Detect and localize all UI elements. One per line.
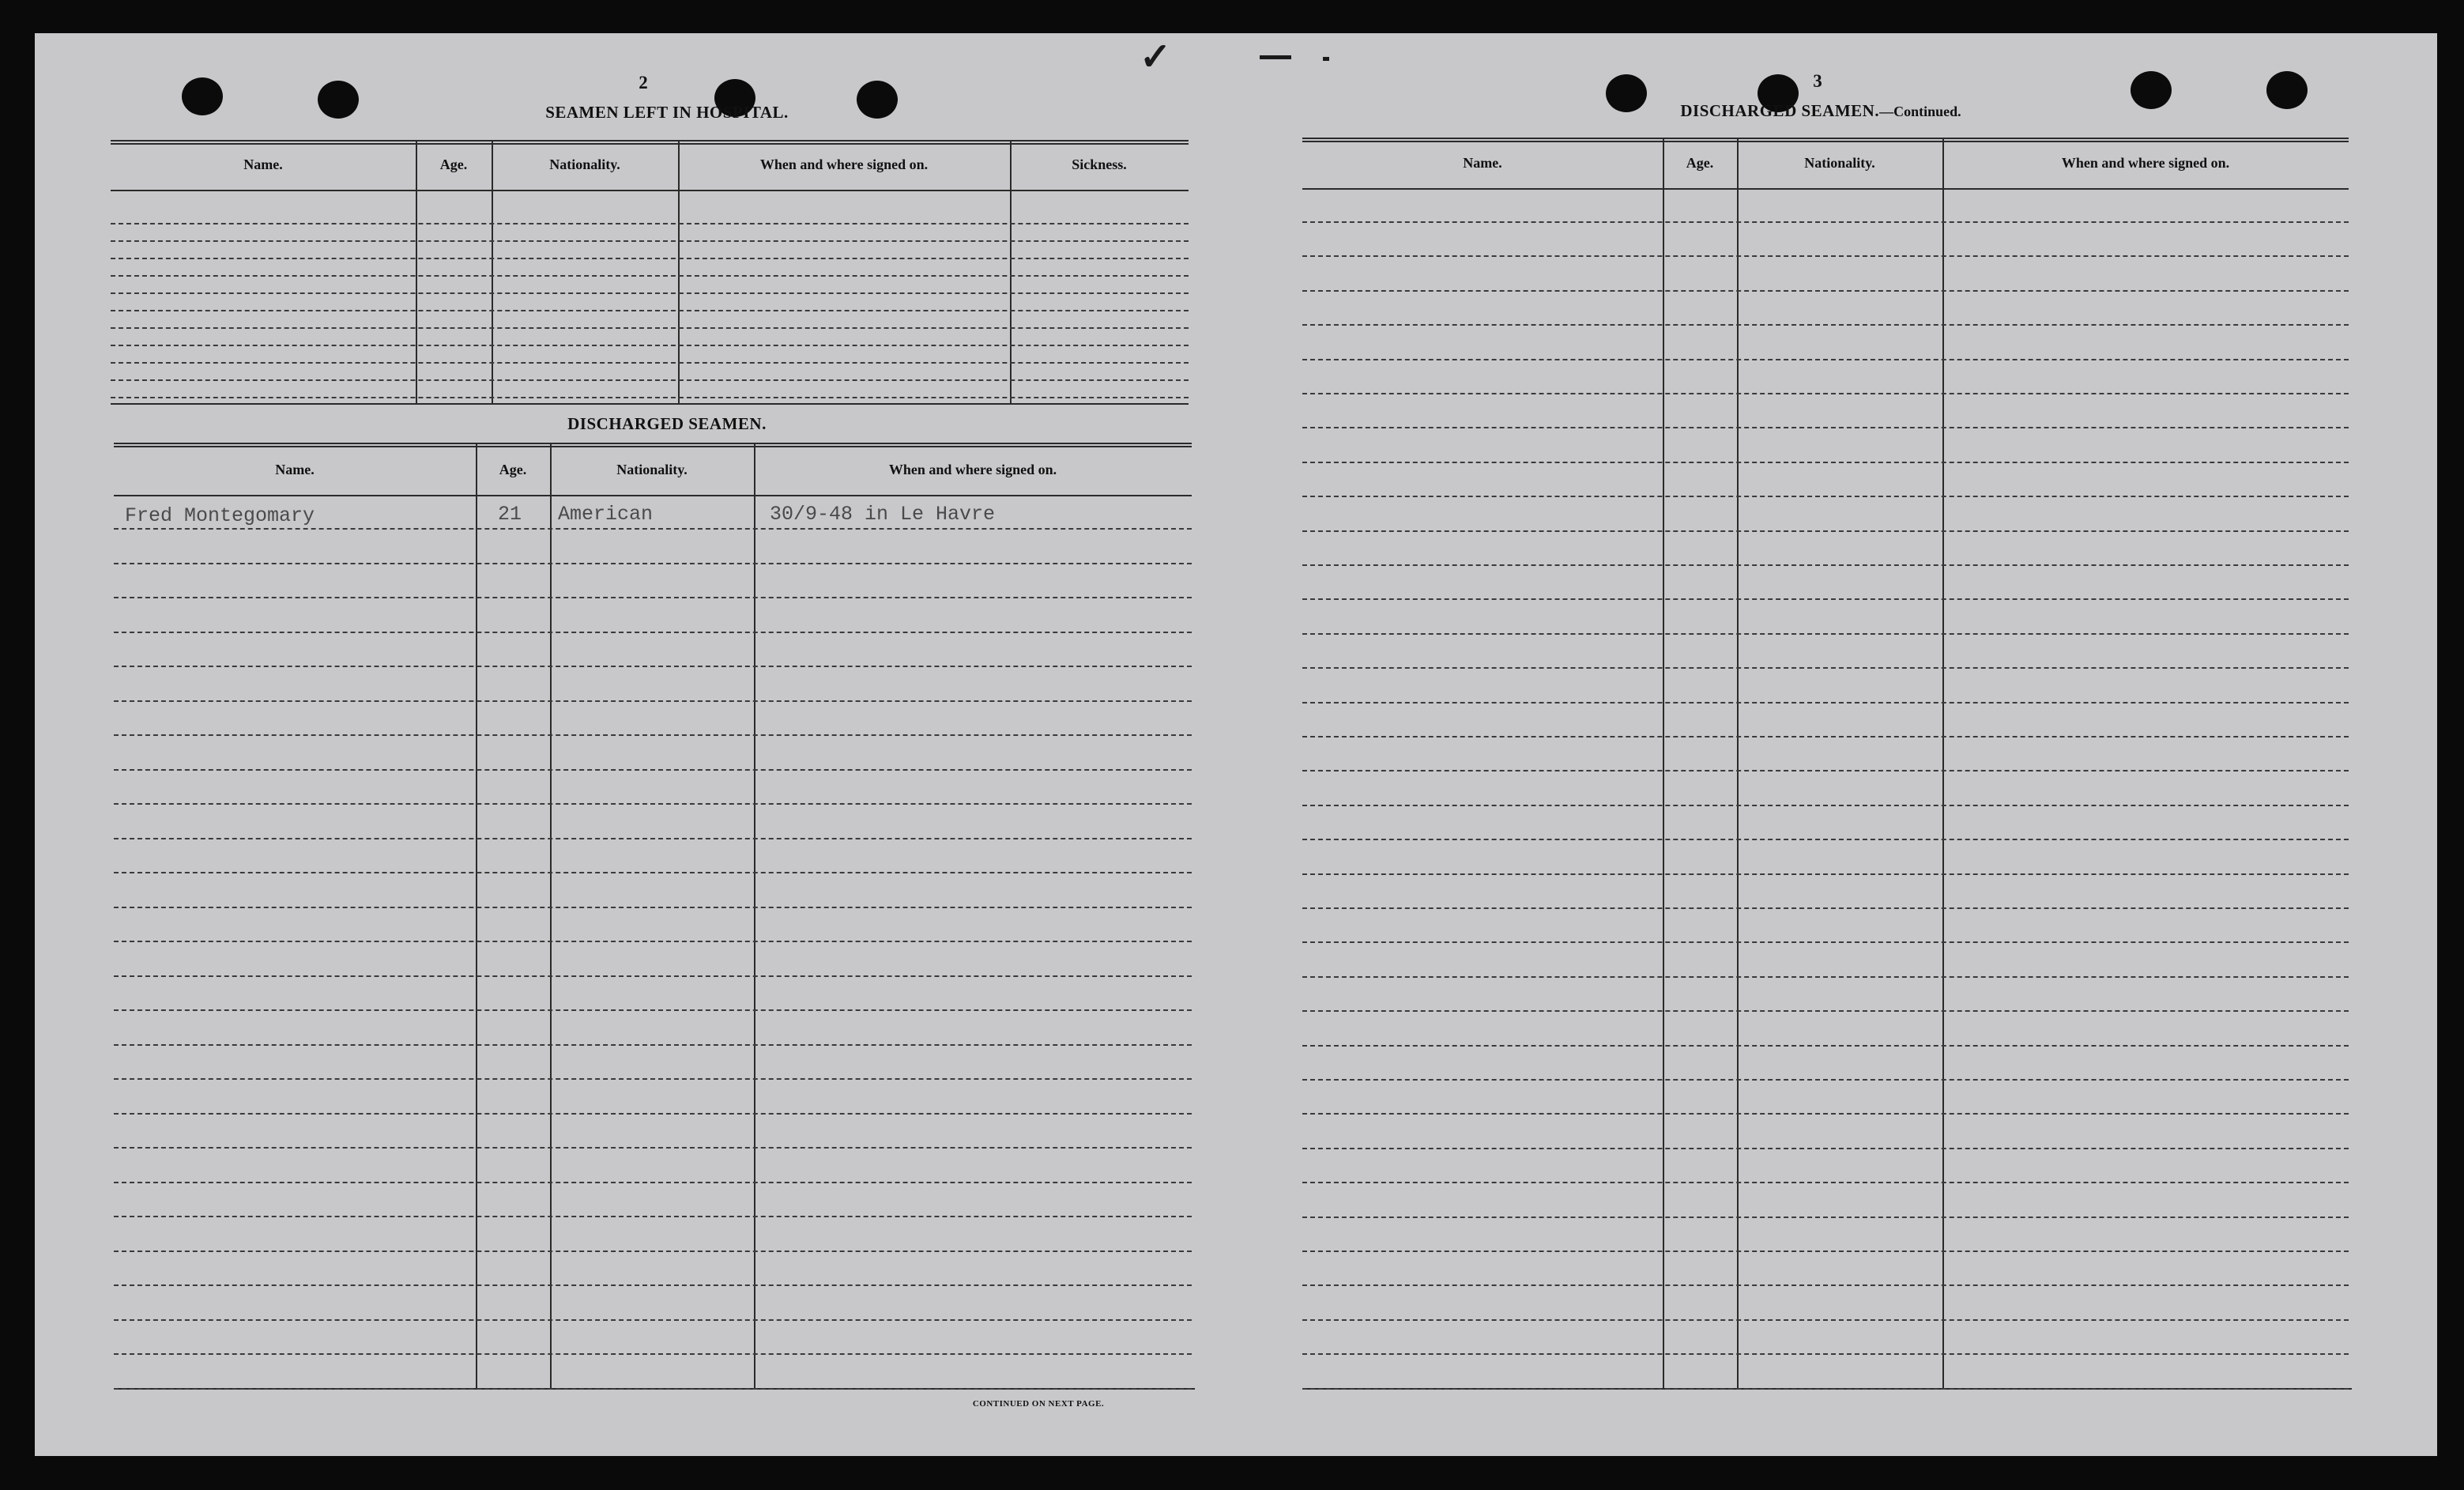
ruled-line <box>114 1009 1192 1011</box>
rule <box>111 190 1189 191</box>
ink-mark: ✓ <box>1140 36 1172 78</box>
ruled-line <box>1302 873 2349 875</box>
ruled-line <box>114 1388 1192 1390</box>
ruled-line <box>114 1319 1192 1321</box>
ruled-line <box>1302 290 2349 292</box>
ruled-line <box>1302 1079 2349 1081</box>
continued-col-nationality: Nationality. <box>1804 155 1875 171</box>
ruled-line <box>1302 1148 2349 1149</box>
entry-name: Fred Montegomary <box>125 504 315 527</box>
ruled-line <box>1302 770 2349 771</box>
ruled-line <box>1302 598 2349 600</box>
ruled-line <box>114 597 1192 598</box>
rule <box>114 443 1192 444</box>
rule <box>1302 138 2349 139</box>
ruled-line <box>114 975 1192 977</box>
ruled-line <box>1302 633 2349 635</box>
ruled-line <box>111 327 1189 329</box>
ruled-line <box>114 528 1192 530</box>
ruled-line <box>1302 255 2349 257</box>
ruled-line <box>1302 976 2349 978</box>
rule <box>754 444 755 1388</box>
document-sheet <box>35 33 2437 1456</box>
discharged-title: DISCHARGED SEAMEN. <box>567 414 767 433</box>
rule <box>476 444 477 1388</box>
ruled-line <box>111 345 1189 346</box>
ruled-line <box>114 1216 1192 1217</box>
ruled-line <box>114 734 1192 736</box>
ruled-line <box>111 240 1189 242</box>
continued-note: CONTINUED ON NEXT PAGE. <box>972 1399 1105 1409</box>
ruled-line <box>114 769 1192 771</box>
rule <box>111 140 1189 141</box>
ruled-line <box>1302 393 2349 394</box>
ruled-line <box>111 397 1189 398</box>
ruled-line <box>1302 1284 2349 1286</box>
hospital-col-nationality: Nationality. <box>549 157 620 172</box>
ruled-line <box>1302 907 2349 909</box>
ruled-line <box>1302 667 2349 669</box>
ruled-line <box>114 1284 1192 1286</box>
ruled-line <box>111 362 1189 364</box>
ruled-line <box>1302 1045 2349 1047</box>
ruled-line <box>114 632 1192 633</box>
ruled-line <box>114 1182 1192 1183</box>
discharged-col-name: Name. <box>275 462 315 477</box>
ruled-line <box>1302 1217 2349 1218</box>
ruled-line <box>1302 496 2349 497</box>
ruled-line <box>1302 839 2349 840</box>
rule <box>1663 139 1664 1388</box>
discharged-continued-title-text: DISCHARGED SEAMEN. <box>1680 101 1880 120</box>
punch-hole <box>318 81 359 119</box>
ruled-line <box>1302 359 2349 360</box>
ruled-line <box>1302 1250 2349 1252</box>
ruled-line <box>111 258 1189 259</box>
discharged-col-signed-on: When and where signed on. <box>888 462 1057 477</box>
punch-hole <box>2131 71 2172 109</box>
ruled-line <box>1302 324 2349 326</box>
ruled-line <box>111 275 1189 277</box>
ruled-line <box>114 700 1192 702</box>
discharged-col-nationality: Nationality. <box>616 462 688 477</box>
entry-nationality: American <box>558 503 654 526</box>
ruled-line <box>1302 702 2349 704</box>
rule <box>492 141 493 404</box>
ruled-line <box>111 292 1189 294</box>
ruled-line <box>1302 462 2349 463</box>
ink-mark <box>1260 55 1291 59</box>
rule <box>1942 139 1944 1388</box>
ruled-line <box>114 1078 1192 1080</box>
rule <box>111 143 1189 145</box>
ruled-line <box>114 1044 1192 1046</box>
discharged-continued-title <box>1599 101 2042 121</box>
continued-suffix: —Continued. <box>1879 104 1961 119</box>
rule <box>1302 141 2349 142</box>
ruled-line <box>1302 221 2349 223</box>
rule <box>550 444 552 1388</box>
continued-col-age: Age. <box>1686 155 1714 171</box>
ruled-line <box>114 803 1192 805</box>
discharged-col-age: Age. <box>499 462 527 477</box>
hospital-col-sickness: Sickness. <box>1072 157 1127 172</box>
continued-col-name: Name. <box>1463 155 1502 171</box>
ruled-line <box>1302 805 2349 806</box>
ruled-line <box>1302 1388 2349 1390</box>
ruled-line <box>114 1147 1192 1149</box>
page-number-left: 2 <box>639 73 648 92</box>
ruled-line <box>1302 941 2349 943</box>
ruled-line <box>114 838 1192 839</box>
rule <box>678 141 680 404</box>
entry-age: 21 <box>498 503 522 526</box>
punch-hole <box>2266 71 2308 109</box>
ruled-line <box>114 666 1192 667</box>
rule <box>114 495 1192 496</box>
continued-col-signed-on: When and where signed on. <box>2061 155 2230 171</box>
ruled-line <box>114 1353 1192 1355</box>
ruled-line <box>1302 736 2349 737</box>
ruled-line <box>1302 427 2349 428</box>
entry-signed-on: 30/9-48 in Le Havre <box>770 503 996 526</box>
ruled-line <box>1302 564 2349 566</box>
rule <box>1737 139 1739 1388</box>
ruled-line <box>1302 1182 2349 1183</box>
ruled-line <box>111 223 1189 224</box>
ruled-line <box>1302 1319 2349 1321</box>
rule <box>416 141 417 404</box>
ruled-line <box>1302 530 2349 532</box>
rule <box>111 403 1189 405</box>
ruled-line <box>1302 1010 2349 1012</box>
ink-mark <box>1323 57 1329 61</box>
ruled-line <box>114 1113 1192 1115</box>
ruled-line <box>114 907 1192 908</box>
hospital-title: SEAMEN LEFT IN HOSPITAL. <box>545 103 789 122</box>
hospital-col-signed-on: When and where signed on. <box>759 157 929 172</box>
ruled-line <box>114 563 1192 564</box>
punch-hole <box>182 77 223 115</box>
rule <box>114 446 1192 447</box>
ruled-line <box>114 1250 1192 1252</box>
hospital-col-name: Name. <box>243 157 283 172</box>
ruled-line <box>111 310 1189 311</box>
rule <box>1302 188 2349 190</box>
ruled-line <box>1302 1353 2349 1355</box>
ruled-line <box>114 872 1192 873</box>
hospital-col-age: Age. <box>439 157 468 172</box>
page-number-right: 3 <box>1813 71 1822 91</box>
ruled-line <box>111 379 1189 381</box>
ruled-line <box>114 941 1192 942</box>
ruled-line <box>1302 1113 2349 1115</box>
rule <box>1010 141 1012 404</box>
